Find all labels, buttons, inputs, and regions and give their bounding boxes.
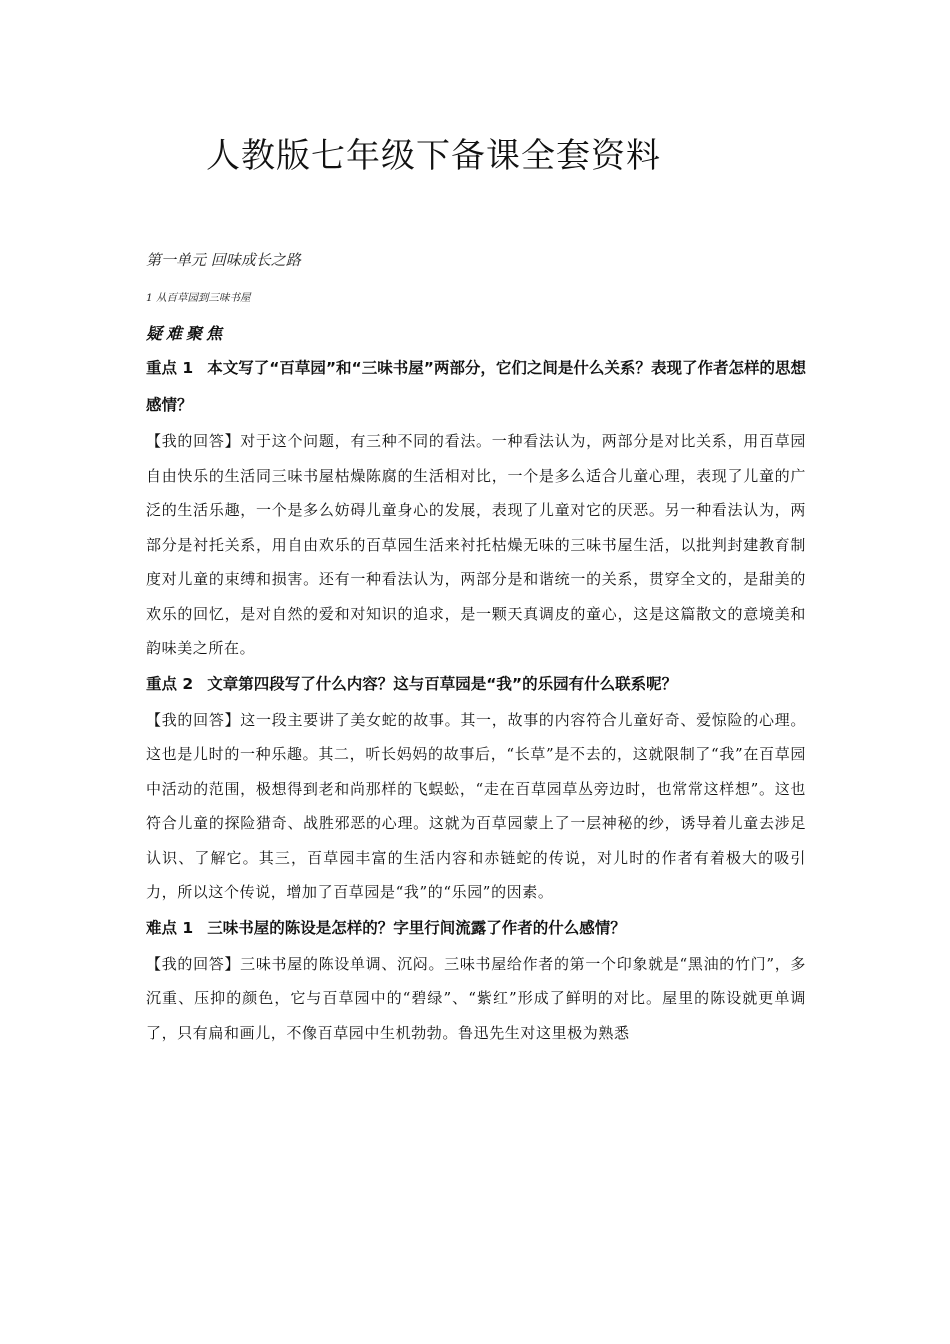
question-key-point-2 [146, 666, 806, 703]
question-text: 本文写了“百草园”和“三味书屋”两部分，它们之间是什么关系？表现了作者怎样的思想感情？ [146, 359, 806, 414]
question-key-point-1 [146, 350, 806, 424]
question-difficulty-1 [146, 910, 806, 947]
question-tag: 难点 1 [146, 918, 194, 937]
question-text: 文章第四段写了什么内容？这与百草园是“我”的乐园有什么联系呢？ [207, 674, 678, 693]
content-body [146, 350, 806, 1050]
focus-heading: 疑难聚焦 [146, 324, 227, 343]
answer-difficulty-1: 【我的回答】三味书屋的陈设单调、沉闷。三味书屋给作者的第一个印象就是“黑油的竹门”，多沉重、压抑的颜色，它与百草园中的“碧绿”、“紫红”形成了鲜明的对比。屋里的陈设就更单调了，只有扁和画儿，不像百草园中生机勃勃。鲁迅先生对这里极为熟悉 [146, 954, 806, 1042]
lesson-heading: 1 从百草园到三味书屋 [146, 292, 251, 304]
question-text: 三味书屋的陈设是怎样的？字里行间流露了作者的什么感情？ [207, 918, 626, 937]
answer-key-point-2: 【我的回答】这一段主要讲了美女蛇的故事。其一，故事的内容符合儿童好奇、爱惊险的心理。这也是儿时的一种乐趣。其二，听长妈妈的故事后，“长草”是不去的，这就限制了“我”在百草园中活动的范围，极想得到老和尚那样的飞蜈蚣，“走在百草园草丛旁边时，也常常这样想”。这也符合儿童的探险猎奇、战胜邪恶的心理。这就为百草园蒙上了一层神秘的纱，诱导着儿童去涉足认识、了解它。其三，百草园丰富的生活内容和赤链蛇的传说，对儿时的作者有着极大的吸引力，所以这个传说，增加了百草园是“我”的“乐园”的因素。 [146, 710, 806, 901]
question-tag: 重点 1 [146, 359, 194, 377]
document-title: 人教版七年级下备课全套资料 [206, 136, 661, 176]
answer-key-point-1: 【我的回答】对于这个问题，有三种不同的看法。一种看法认为，两部分是对比关系，用百草园自由快乐的生活同三味书屋枯燥陈腐的生活相对比，一个是多么适合儿童心理，表现了儿童的广泛的生活乐趣，一个是多么妨碍儿童身心的发展，表现了儿童对它的厌恶。另一种看法认为，两部分是衬托关系，用自由欢乐的百草园生活来衬托枯燥无味的三味书屋生活，以批判封建教育制度对儿童的束缚和损害。还有一种看法认为，两部分是和谐统一的关系，贯穿全文的，是甜美的欢乐的回忆，是对自然的爱和对知识的追求，是一颗天真调皮的童心，这是这篇散文的意境美和韵味美之所在。 [146, 432, 806, 657]
question-tag: 重点 2 [146, 674, 194, 693]
unit-heading: 第一单元 回味成长之路 [146, 251, 301, 269]
